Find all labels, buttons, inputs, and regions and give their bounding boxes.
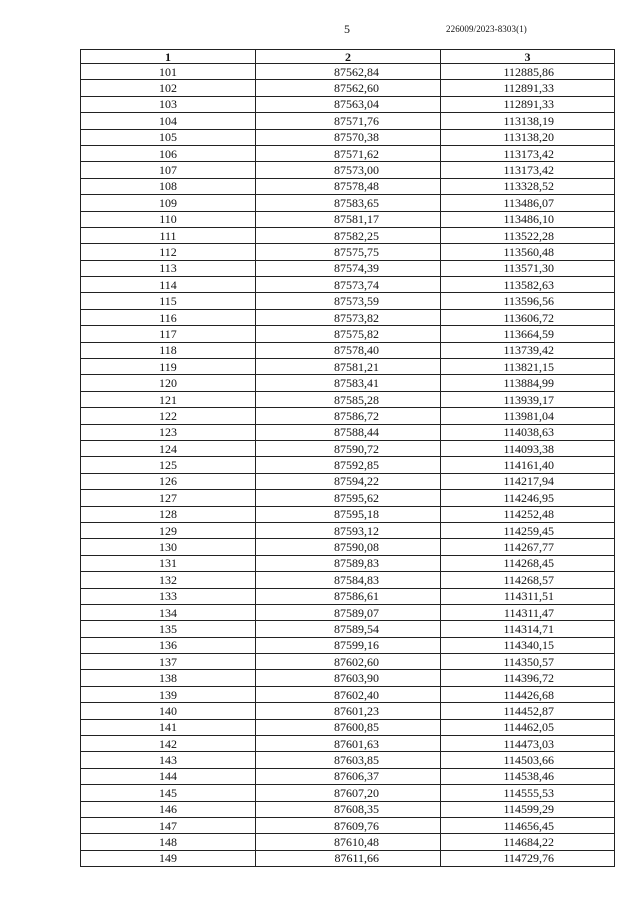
point-number-cell: 147 [81, 817, 256, 833]
y-coordinate-cell: 114268,57 [441, 572, 615, 588]
point-number-cell: 123 [81, 424, 256, 440]
table-row [81, 227, 615, 243]
table-row [81, 686, 615, 702]
table-row [81, 440, 615, 456]
x-coordinate-cell: 87575,82 [256, 326, 441, 342]
table-row [81, 64, 615, 80]
document-reference: 226009/2023-8303(1) [446, 24, 527, 34]
x-coordinate-cell: 87590,72 [256, 440, 441, 456]
y-coordinate-cell: 114452,87 [441, 703, 615, 719]
point-number-cell: 124 [81, 440, 256, 456]
x-coordinate-cell: 87570,38 [256, 129, 441, 145]
x-coordinate-cell: 87562,60 [256, 80, 441, 96]
table-row [81, 539, 615, 555]
point-number-cell: 131 [81, 555, 256, 571]
table-row [81, 473, 615, 489]
y-coordinate-cell: 114656,45 [441, 817, 615, 833]
x-coordinate-cell: 87573,74 [256, 277, 441, 293]
x-coordinate-cell: 87601,23 [256, 703, 441, 719]
y-coordinate-cell: 113522,28 [441, 227, 615, 243]
table-row [81, 457, 615, 473]
point-number-cell: 116 [81, 309, 256, 325]
y-coordinate-cell: 113138,19 [441, 113, 615, 129]
point-number-cell: 129 [81, 522, 256, 538]
y-coordinate-cell: 113173,42 [441, 162, 615, 178]
x-coordinate-cell: 87562,84 [256, 64, 441, 80]
table-row [81, 96, 615, 112]
y-coordinate-cell: 114311,51 [441, 588, 615, 604]
point-number-cell: 139 [81, 686, 256, 702]
y-coordinate-cell: 114462,05 [441, 719, 615, 735]
x-coordinate-cell: 87588,44 [256, 424, 441, 440]
table-row [81, 80, 615, 96]
x-coordinate-cell: 87574,39 [256, 260, 441, 276]
table-row [81, 703, 615, 719]
x-coordinate-cell: 87602,60 [256, 654, 441, 670]
y-coordinate-cell: 112891,33 [441, 96, 615, 112]
x-coordinate-cell: 87595,18 [256, 506, 441, 522]
x-coordinate-cell: 87571,76 [256, 113, 441, 129]
x-coordinate-cell: 87584,83 [256, 572, 441, 588]
header-row [81, 50, 615, 64]
point-number-cell: 128 [81, 506, 256, 522]
point-number-cell: 110 [81, 211, 256, 227]
y-coordinate-cell: 113486,07 [441, 195, 615, 211]
table-row [81, 162, 615, 178]
y-coordinate-cell: 114555,53 [441, 785, 615, 801]
y-coordinate-cell: 112885,86 [441, 64, 615, 80]
y-coordinate-cell: 113739,42 [441, 342, 615, 358]
table-row [81, 817, 615, 833]
point-number-cell: 136 [81, 637, 256, 653]
column-header-2: 2 [256, 50, 441, 64]
point-number-cell: 103 [81, 96, 256, 112]
table-row [81, 145, 615, 161]
x-coordinate-cell: 87601,63 [256, 736, 441, 752]
y-coordinate-cell: 113884,99 [441, 375, 615, 391]
y-coordinate-cell: 114684,22 [441, 834, 615, 850]
y-coordinate-cell: 114503,66 [441, 752, 615, 768]
table-row [81, 654, 615, 670]
x-coordinate-cell: 87611,66 [256, 850, 441, 866]
y-coordinate-cell: 114599,29 [441, 801, 615, 817]
point-number-cell: 113 [81, 260, 256, 276]
point-number-cell: 137 [81, 654, 256, 670]
y-coordinate-cell: 113939,17 [441, 391, 615, 407]
y-coordinate-cell: 113486,10 [441, 211, 615, 227]
y-coordinate-cell: 114246,95 [441, 490, 615, 506]
x-coordinate-cell: 87593,12 [256, 522, 441, 538]
point-number-cell: 125 [81, 457, 256, 473]
point-number-cell: 133 [81, 588, 256, 604]
y-coordinate-cell: 113173,42 [441, 145, 615, 161]
table-header [81, 50, 615, 64]
table-row [81, 424, 615, 440]
y-coordinate-cell: 114538,46 [441, 768, 615, 784]
y-coordinate-cell: 114217,94 [441, 473, 615, 489]
table-row [81, 326, 615, 342]
point-number-cell: 134 [81, 604, 256, 620]
y-coordinate-cell: 113138,20 [441, 129, 615, 145]
y-coordinate-cell: 114729,76 [441, 850, 615, 866]
x-coordinate-cell: 87603,85 [256, 752, 441, 768]
y-coordinate-cell: 114473,03 [441, 736, 615, 752]
point-number-cell: 135 [81, 621, 256, 637]
x-coordinate-cell: 87608,35 [256, 801, 441, 817]
point-number-cell: 127 [81, 490, 256, 506]
point-number-cell: 114 [81, 277, 256, 293]
y-coordinate-cell: 114350,57 [441, 654, 615, 670]
x-coordinate-cell: 87600,85 [256, 719, 441, 735]
y-coordinate-cell: 114396,72 [441, 670, 615, 686]
point-number-cell: 104 [81, 113, 256, 129]
x-coordinate-cell: 87610,48 [256, 834, 441, 850]
x-coordinate-cell: 87581,17 [256, 211, 441, 227]
point-number-cell: 101 [81, 64, 256, 80]
table-row [81, 309, 615, 325]
table-row [81, 244, 615, 260]
table-row [81, 637, 615, 653]
table-row [81, 375, 615, 391]
x-coordinate-cell: 87563,04 [256, 96, 441, 112]
y-coordinate-cell: 112891,33 [441, 80, 615, 96]
x-coordinate-cell: 87583,41 [256, 375, 441, 391]
point-number-cell: 102 [81, 80, 256, 96]
point-number-cell: 112 [81, 244, 256, 260]
y-coordinate-cell: 113821,15 [441, 359, 615, 375]
table-row [81, 621, 615, 637]
y-coordinate-cell: 114311,47 [441, 604, 615, 620]
y-coordinate-cell: 114252,48 [441, 506, 615, 522]
y-coordinate-cell: 113606,72 [441, 309, 615, 325]
y-coordinate-cell: 113328,52 [441, 178, 615, 194]
table-row [81, 588, 615, 604]
x-coordinate-cell: 87595,62 [256, 490, 441, 506]
x-coordinate-cell: 87585,28 [256, 391, 441, 407]
y-coordinate-cell: 114426,68 [441, 686, 615, 702]
y-coordinate-cell: 113596,56 [441, 293, 615, 309]
x-coordinate-cell: 87573,82 [256, 309, 441, 325]
x-coordinate-cell: 87602,40 [256, 686, 441, 702]
table-row [81, 211, 615, 227]
x-coordinate-cell: 87589,54 [256, 621, 441, 637]
point-number-cell: 105 [81, 129, 256, 145]
x-coordinate-cell: 87571,62 [256, 145, 441, 161]
x-coordinate-cell: 87590,08 [256, 539, 441, 555]
y-coordinate-cell: 113981,04 [441, 408, 615, 424]
table-body [81, 64, 615, 867]
point-number-cell: 145 [81, 785, 256, 801]
x-coordinate-cell: 87603,90 [256, 670, 441, 686]
x-coordinate-cell: 87575,75 [256, 244, 441, 260]
x-coordinate-cell: 87578,48 [256, 178, 441, 194]
y-coordinate-cell: 114314,71 [441, 621, 615, 637]
table-row [81, 342, 615, 358]
y-coordinate-cell: 114038,63 [441, 424, 615, 440]
column-header-3: 3 [441, 50, 615, 64]
point-number-cell: 109 [81, 195, 256, 211]
x-coordinate-cell: 87578,40 [256, 342, 441, 358]
table-row [81, 604, 615, 620]
y-coordinate-cell: 114161,40 [441, 457, 615, 473]
table-row [81, 277, 615, 293]
table-row [81, 293, 615, 309]
table-row [81, 359, 615, 375]
x-coordinate-cell: 87582,25 [256, 227, 441, 243]
table-row [81, 670, 615, 686]
point-number-cell: 119 [81, 359, 256, 375]
point-number-cell: 111 [81, 227, 256, 243]
y-coordinate-cell: 114259,45 [441, 522, 615, 538]
table-row [81, 522, 615, 538]
point-number-cell: 121 [81, 391, 256, 407]
x-coordinate-cell: 87609,76 [256, 817, 441, 833]
table-row [81, 555, 615, 571]
table-row [81, 178, 615, 194]
point-number-cell: 149 [81, 850, 256, 866]
y-coordinate-cell: 113582,63 [441, 277, 615, 293]
table-row [81, 260, 615, 276]
x-coordinate-cell: 87581,21 [256, 359, 441, 375]
y-coordinate-cell: 114267,77 [441, 539, 615, 555]
point-number-cell: 148 [81, 834, 256, 850]
table-row [81, 768, 615, 784]
point-number-cell: 120 [81, 375, 256, 391]
y-coordinate-cell: 113571,30 [441, 260, 615, 276]
x-coordinate-cell: 87589,83 [256, 555, 441, 571]
column-header-1: 1 [81, 50, 256, 64]
x-coordinate-cell: 87594,22 [256, 473, 441, 489]
point-number-cell: 146 [81, 801, 256, 817]
x-coordinate-cell: 87573,00 [256, 162, 441, 178]
y-coordinate-cell: 113560,48 [441, 244, 615, 260]
point-number-cell: 126 [81, 473, 256, 489]
coordinates-table [80, 49, 615, 867]
point-number-cell: 130 [81, 539, 256, 555]
point-number-cell: 142 [81, 736, 256, 752]
point-number-cell: 106 [81, 145, 256, 161]
point-number-cell: 117 [81, 326, 256, 342]
table-row [81, 834, 615, 850]
point-number-cell: 143 [81, 752, 256, 768]
x-coordinate-cell: 87586,72 [256, 408, 441, 424]
x-coordinate-cell: 87607,20 [256, 785, 441, 801]
point-number-cell: 140 [81, 703, 256, 719]
y-coordinate-cell: 114340,15 [441, 637, 615, 653]
x-coordinate-cell: 87592,85 [256, 457, 441, 473]
point-number-cell: 107 [81, 162, 256, 178]
table-row [81, 490, 615, 506]
y-coordinate-cell: 113664,59 [441, 326, 615, 342]
point-number-cell: 141 [81, 719, 256, 735]
table-row [81, 785, 615, 801]
table-row [81, 129, 615, 145]
x-coordinate-cell: 87599,16 [256, 637, 441, 653]
table-row [81, 850, 615, 866]
y-coordinate-cell: 114268,45 [441, 555, 615, 571]
point-number-cell: 118 [81, 342, 256, 358]
point-number-cell: 138 [81, 670, 256, 686]
point-number-cell: 108 [81, 178, 256, 194]
table-row [81, 408, 615, 424]
x-coordinate-cell: 87586,61 [256, 588, 441, 604]
table-row [81, 572, 615, 588]
point-number-cell: 122 [81, 408, 256, 424]
table-row [81, 391, 615, 407]
x-coordinate-cell: 87583,65 [256, 195, 441, 211]
point-number-cell: 144 [81, 768, 256, 784]
table-row [81, 113, 615, 129]
y-coordinate-cell: 114093,38 [441, 440, 615, 456]
table-row [81, 736, 615, 752]
point-number-cell: 115 [81, 293, 256, 309]
table-row [81, 801, 615, 817]
table-row [81, 719, 615, 735]
x-coordinate-cell: 87573,59 [256, 293, 441, 309]
point-number-cell: 132 [81, 572, 256, 588]
page-number: 5 [344, 22, 350, 36]
table-row [81, 195, 615, 211]
x-coordinate-cell: 87589,07 [256, 604, 441, 620]
table-row [81, 506, 615, 522]
table-row [81, 752, 615, 768]
x-coordinate-cell: 87606,37 [256, 768, 441, 784]
